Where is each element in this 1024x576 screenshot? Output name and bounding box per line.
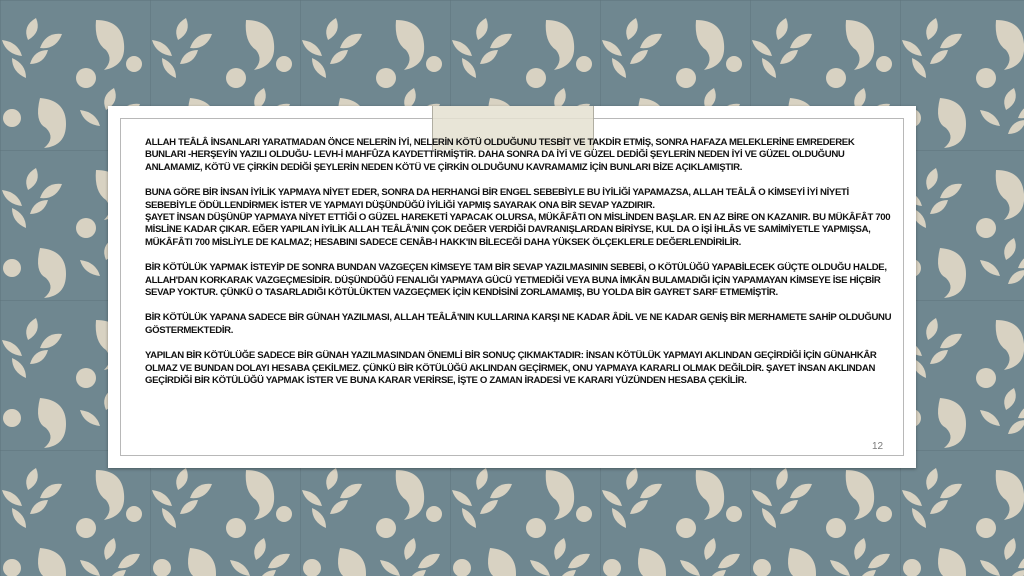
slide-body-text: [145, 137, 893, 401]
paragraph-1: ALLAH TEÂLÂ İNSANLARI YARATMADAN ÖNCE NELERİN İYİ, NELERİN KÖTÜ OLDUĞUNU TESBİT VE TAKDİR ETMİŞ, SONRA HAFAZA MELEKLERİNE EMREDEREK BUNLARI -HERŞEYİN YAZILI OLDUĞU- LEVH-İ MAHFÛZA KAYDETTİRMİŞTİR. DAHA SONRA DA İYİ VE GÜZEL DEDİĞİ ŞEYLERİN NEDEN İYİ VE GÜZEL OLDUĞUNU ANLAMAMIZ, KÖTÜ VE ÇİRKİN DEDİĞİ ŞEYLERİN NEDEN KÖTÜ VE ÇİRKİN OLDUĞUNU KAVRAMAMIZ İÇİN BUNLARI BİZE AÇIKLAMIŞTIR.: [145, 137, 855, 173]
paragraph-2: BUNA GÖRE BİR İNSAN İYİLİK YAPMAYA NİYET EDER, SONRA DA HERHANGİ BİR ENGEL SEBEBİYLE BU İYİLİĞİ YAPAMAZSA, ALLAH TEÂLÂ O KİMSEYİ İYİ NİYETİ SEBEBİYLE ÖDÜLLENDİRMEK İSTER VE YAPMAYI DÜŞÜNDÜĞÜ İYİLİĞİ YAPMIŞ SAYARAK ONA BİR SEVAP YAZDIRIR. ŞAYET İNSAN DÜŞÜNÜP YAPMAYA NİYET ETTİĞİ O GÜZEL HAREKETİ YAPACAK OLURSA, MÜKÂFÂTI ON MİSLİNDEN BAŞLAR. EN AZ BİRE ON KAZANIR. BU MÜKÂFÂT 700 MİSLİNE KADAR ÇIKAR. EĞER YAPILAN İYİLİK ALLAH TEÂLÂ'NIN ÇOK DEĞER VERDİĞİ DAVRANIŞLARDAN BİRİYSE, KUL DA O İŞİ İHLÂS VE SAMİMİYETLE YAPMIŞSA, MÜKÂFÂTI 700 MİSLİYLE DE KALMAZ; HESABINI SADECE CENÂB-I HAKK'IN BİLECEĞİ DAHA YÜKSEK ÖLÇEKLERLE DEĞERLENDİRİLİR.: [145, 187, 891, 248]
paragraph-5: YAPILAN BİR KÖTÜLÜĞE SADECE BİR GÜNAH YAZILMASINDAN ÖNEMLİ BİR SONUÇ ÇIKMAKTADIR: İNSAN KÖTÜLÜK YAPMAYI AKLINDAN GEÇİRDİĞİ İÇİN GÜNAHKÂR OLMAZ VE BUNDAN DOLAYI HESABA ÇEKİLMEZ. ÇÜNKÜ BİR KÖTÜLÜĞÜ AKLINDAN GEÇİRMEK, ONU YAPMAYA KARARLI OLMAK DEĞİLDİR. ŞAYET İNSAN AKLINDAN GEÇİRDİĞİ BİR KÖTÜLÜĞÜ YAPMAK İSTER VE BUNA KARAR VERİRSE, İŞTE O ZAMAN İRADESİ VE KARARI YÜZÜNDEN HESABA ÇEKİLİR.: [145, 350, 877, 387]
page-number: 12: [872, 441, 884, 452]
paragraph-3: BİR KÖTÜLÜK YAPMAK İSTEYİP DE SONRA BUNDAN VAZGEÇEN KİMSEYE TAM BİR SEVAP YAZILMASININ SEBEBİ, O KÖTÜLÜĞÜ YAPABİLECEK GÜÇTE OLDUĞU HALDE, ALLAH'DAN KORKARAK VAZGEÇMESİDİR. DÜŞÜNDÜĞÜ FENALIĞI YAPMAYA GÜCÜ YETMEDİĞİ VEYA BUNA İMKÂN BULAMADIĞI İÇİN YAPAMAYAN KİMSEYE İSE HİÇBİR SEVAP YOKTUR. ÇÜNKÜ O TASARLADIĞI KÖTÜLÜKTEN VAZGEÇMEK İÇİN KENDİSİNİ ZORLAMAMIŞ, BU YOLDA BİR GAYRET SARF ETMEMİŞTİR.: [145, 262, 887, 299]
paragraph-4: BİR KÖTÜLÜK YAPANA SADECE BİR GÜNAH YAZILMASI, ALLAH TEÂLÂ'NIN KULLARINA KARŞI NE KADAR ÂDİL VE NE KADAR GENİŞ BİR MERHAMETE SAHİP OLDUĞUNU GÖSTERMEKTEDİR.: [145, 312, 892, 336]
